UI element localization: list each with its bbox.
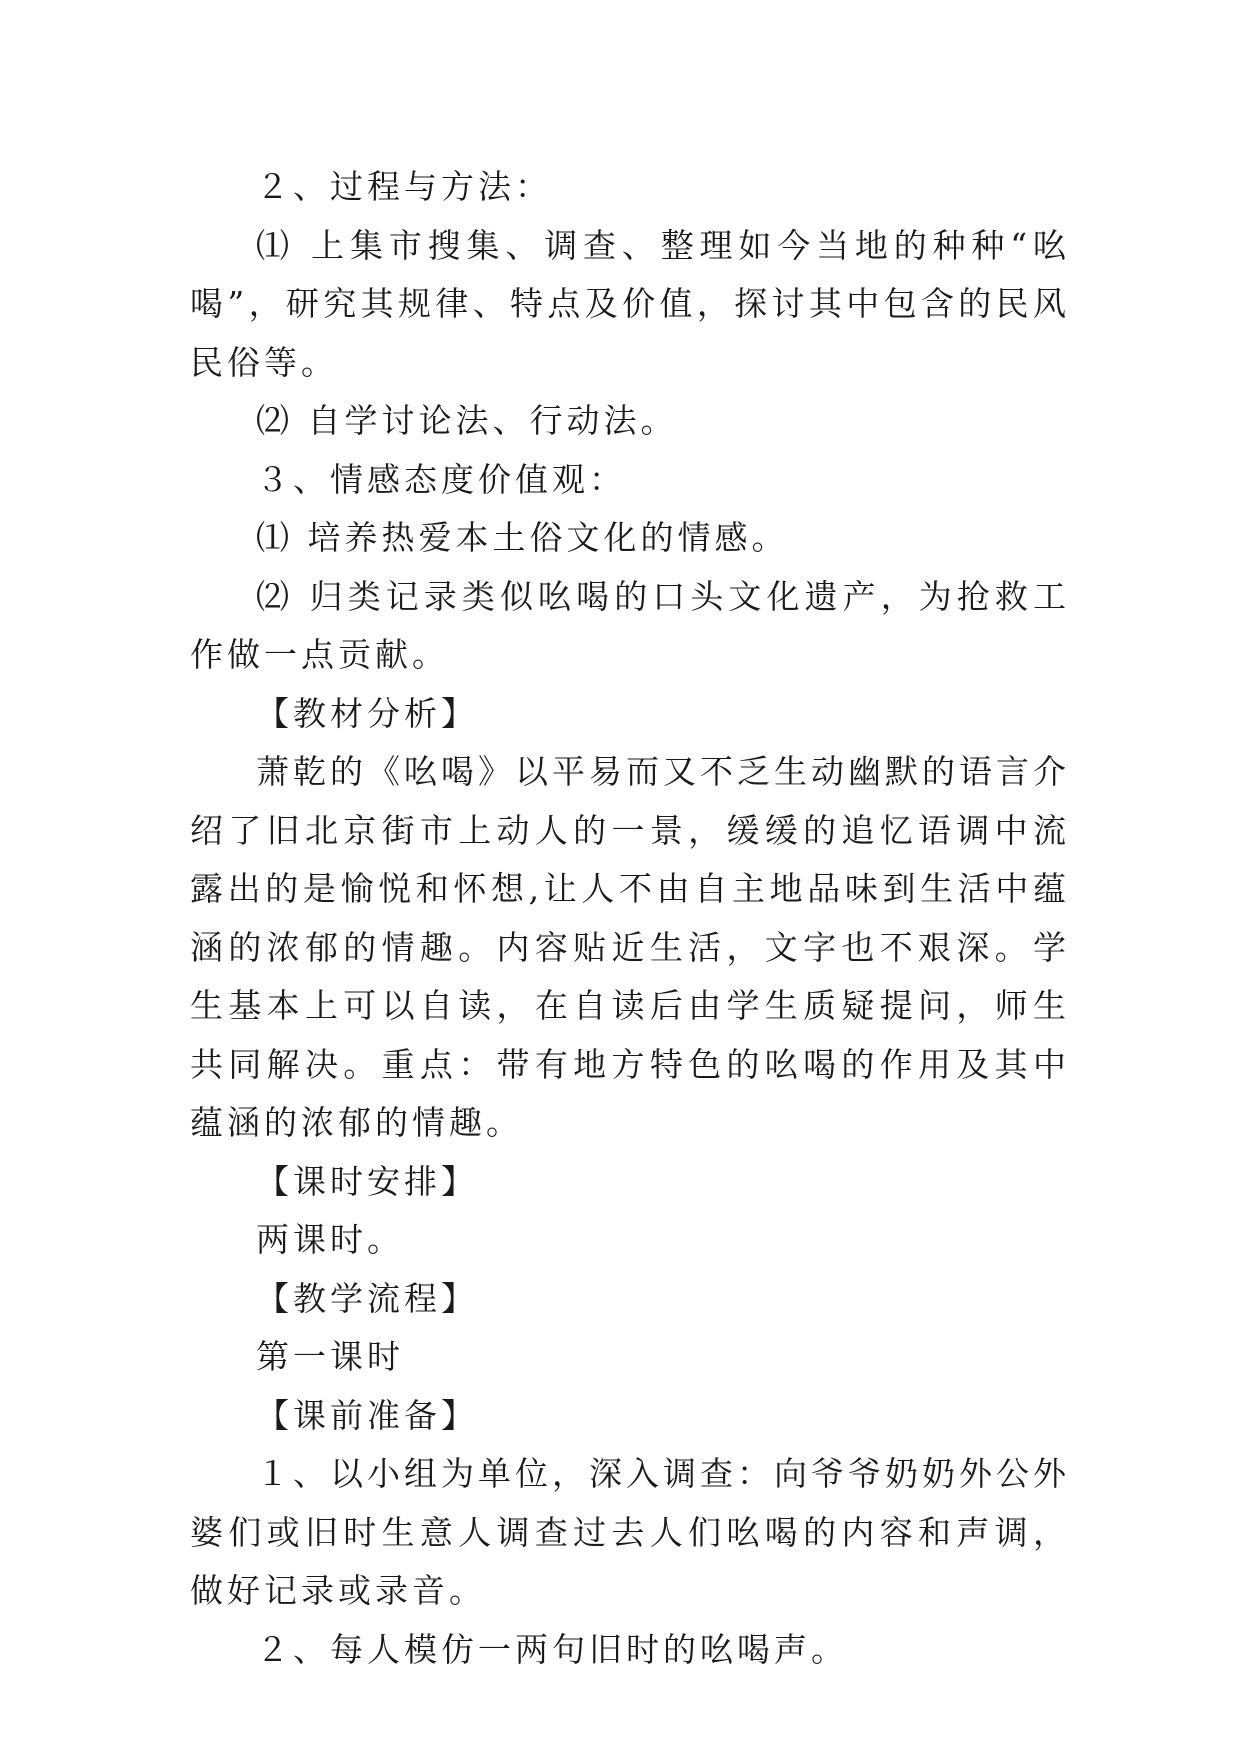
section-heading-textbook-analysis: 【教材分析】 [256,693,478,733]
paragraph-group-survey: １、以小组为单位，深入调查：向爷爷奶奶外公外婆们或旧时生意人调查过去人们吆喝的内容和声调，做好记录或录音。 [190,1454,1070,1610]
section-heading-preparation: 【课前准备】 [256,1395,478,1435]
paragraph-first-period: 第一课时 [256,1337,404,1376]
paragraph-values-heading: ３、情感态度价值观： [256,459,626,499]
paragraph-oral-heritage: ⑵ 归类记录类似吆喝的口头文化遗产，为抢救工作做一点贡献。 [190,576,1070,674]
paragraph-two-periods: 两课时。 [256,1220,404,1259]
section-heading-class-schedule: 【课时安排】 [256,1161,478,1201]
paragraph-market-survey: ⑴ 上集市搜集、调查、整理如今当地的种种“吆喝”，研究其规律、特点及价值，探讨其中包含的民风民俗等。 [190,225,1070,382]
paragraph-self-study-method: ⑵ 自学讨论法、行动法。 [256,401,678,440]
paragraph-local-culture: ⑴ 培养热爱本土俗文化的情感。 [256,518,789,557]
paragraph-imitate-calls: ２、每人模仿一两句旧时的吆喝声。 [256,1629,848,1669]
document-body [190,158,1070,1679]
paragraph-process-methods-heading: ２、过程与方法： [256,167,552,206]
section-heading-teaching-process: 【教学流程】 [256,1278,478,1318]
paragraph-textbook-analysis: 萧乾的《吆喝》以平易而又不乏生动幽默的语言介绍了旧北京街市上动人的一景，缓缓的追忆语调中流露出的是愉悦和怀想,让人不由自主地品味到生活中蕴涵的浓郁的情趣。内容贴近生活，文字也不艰深。学生基本上可以自读，在自读后由学生质疑提问，师生共同解决。重点：带有地方特色的吆喝的作用及其中蕴涵的浓郁的情趣。 [190,752,1070,1142]
